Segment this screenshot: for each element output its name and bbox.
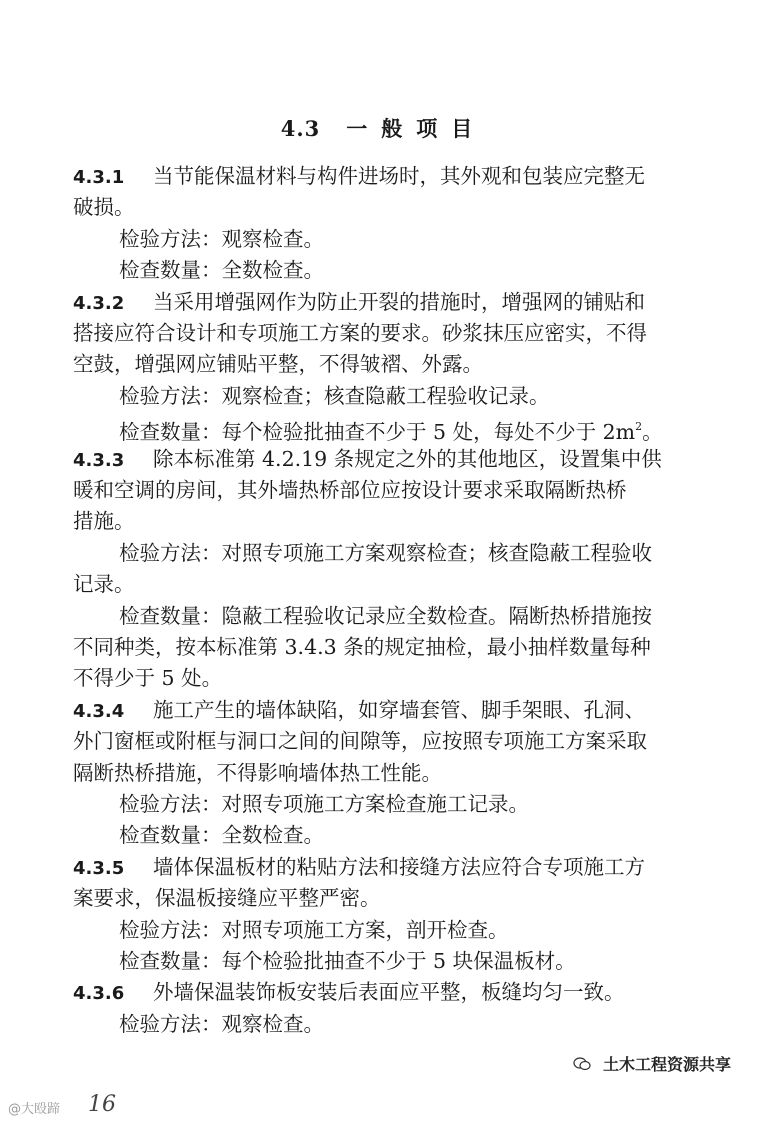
text-line <box>119 380 550 412</box>
section-heading <box>0 113 767 143</box>
text-line <box>119 600 652 632</box>
line-text: 破损。 <box>73 195 135 220</box>
text-line <box>73 317 647 349</box>
line-text: 不得少于 5 处。 <box>73 666 223 691</box>
line-text: 外门窗框或附框与洞口之间的间隙等，应按照专项施工方案采取 <box>73 729 647 754</box>
text-line <box>73 348 483 380</box>
wechat-icon <box>573 1057 591 1071</box>
line-text: 记录。 <box>73 572 135 597</box>
text-line <box>73 568 135 600</box>
line-text: 不同种类，按本标准第 3.4.3 条的规定抽检，最小抽样数量每种 <box>73 635 651 659</box>
line-text: 外墙保温装饰板安装后表面应平整，板缝均匀一致。 <box>153 980 625 1005</box>
text-line <box>119 788 529 820</box>
clause-number: 4.3.6 <box>73 983 125 1005</box>
line-text: 检查数量：全数检查。 <box>119 258 324 283</box>
line-text: 措施。 <box>73 509 135 534</box>
section-title: 一般项目 <box>346 116 487 141</box>
text-line <box>119 1008 324 1040</box>
clause-line <box>73 443 662 477</box>
text-line <box>119 945 576 977</box>
clause-line <box>73 694 645 728</box>
text-line <box>73 631 651 663</box>
line-text: 检查数量：全数检查。 <box>119 823 324 848</box>
text-line <box>119 819 324 851</box>
line-text: 案要求，保温板接缝应平整严密。 <box>73 886 381 911</box>
line-text: 暖和空调的房间，其外墙热桥部位应按设计要求采取隔断热桥 <box>73 478 627 502</box>
superscript: 2 <box>635 420 643 434</box>
page-number: 16 <box>88 1092 116 1117</box>
line-text: 隔断热桥措施，不得影响墙体热工性能。 <box>73 760 442 785</box>
clause-line <box>73 160 645 194</box>
line-text: 检验方法：对照专项施工方案，剖开检查。 <box>119 917 509 942</box>
line-text: 检查数量：每个检验批抽查不少于 5 块保温板材。 <box>119 949 576 973</box>
text-line <box>73 757 442 789</box>
line-text: 检验方法：观察检查。 <box>119 226 324 251</box>
line-text: 当节能保温材料与构件进场时，其外观和包装应完整无 <box>153 164 645 188</box>
line-text: 除本标准第 4.2.19 条规定之外的其他地区，设置集中供 <box>153 446 662 471</box>
clause-number: 4.3.4 <box>73 700 125 722</box>
clause-number: 4.3.1 <box>73 167 125 188</box>
clause-number: 4.3.3 <box>73 449 125 471</box>
text-line <box>119 914 509 946</box>
line-text: 施工产生的墙体缺陷，如穿墙套管、脚手架眼、孔洞、 <box>153 697 645 722</box>
line-text: 墙体保温板材的粘贴方法和接缝方法应符合专项施工方 <box>153 854 645 879</box>
line-text: 检验方法：对照专项施工方案检查施工记录。 <box>119 792 529 816</box>
line-text: 当采用增强网作为防止开裂的措施时，增强网的铺贴和 <box>153 289 645 314</box>
line-tail: 。 <box>642 420 663 445</box>
text-line <box>73 191 135 223</box>
text-line <box>119 254 324 286</box>
section-number: 4.3 <box>280 116 321 141</box>
clause-number: 4.3.5 <box>73 857 125 879</box>
text-line <box>73 882 381 914</box>
text-line <box>73 662 222 694</box>
line-text: 空鼓，增强网应铺贴平整，不得皱褶、外露。 <box>73 352 483 377</box>
clause-line <box>73 976 625 1010</box>
text-line <box>119 223 324 255</box>
clause-line <box>73 851 645 885</box>
clause-number: 4.3.2 <box>73 292 125 314</box>
line-text: 检验方法：观察检查。 <box>119 1011 324 1036</box>
clause-line <box>73 286 645 320</box>
line-text: 搭接应符合设计和专项施工方案的要求。砂浆抹压应密实，不得 <box>73 321 647 345</box>
watermark-right <box>573 1052 731 1075</box>
text-line <box>119 537 652 569</box>
line-text: 检查数量：每个检验批抽查不少于 5 处，每处不少于 2m <box>119 420 636 445</box>
text-line <box>73 505 135 537</box>
watermark-right-text: 土木工程资源共享 <box>603 1055 732 1074</box>
line-text: 检查数量：隐蔽工程验收记录应全数检查。隔断热桥措施按 <box>119 603 652 628</box>
line-text: 检验方法：对照专项施工方案观察检查；核查隐蔽工程验收 <box>119 540 652 565</box>
text-line <box>73 725 647 757</box>
line-text: 检验方法：观察检查；核查隐蔽工程验收记录。 <box>119 383 550 408</box>
text-line <box>73 474 627 506</box>
watermark-left: @大殴蹄 <box>8 1102 61 1117</box>
